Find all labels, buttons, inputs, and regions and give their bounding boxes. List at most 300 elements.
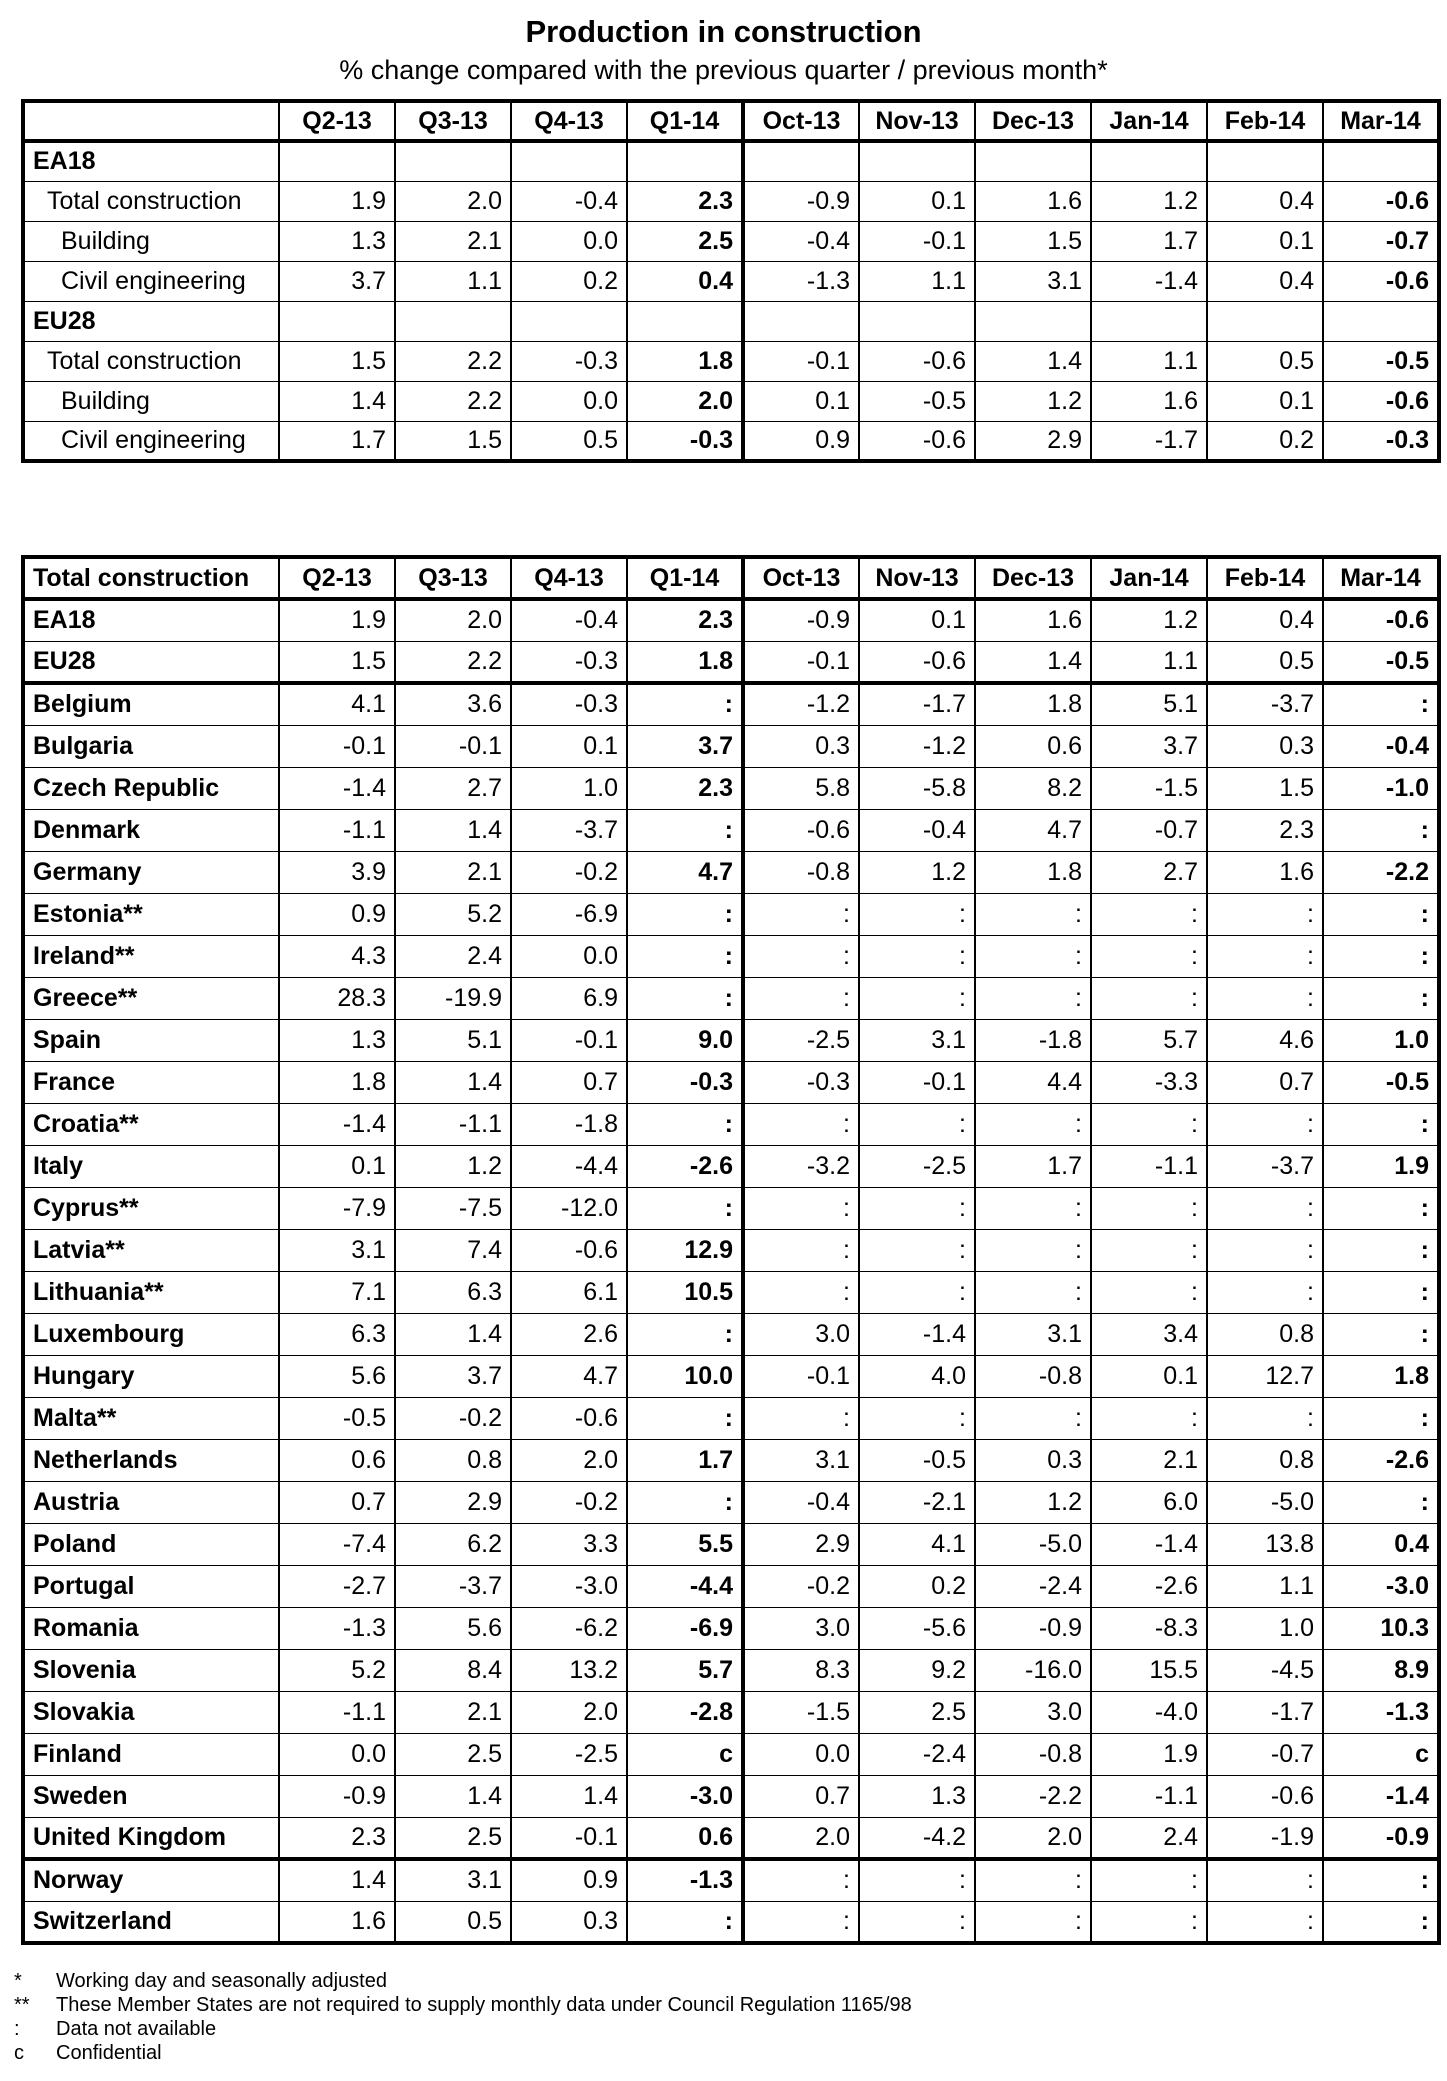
row-label: Spain [23, 1019, 279, 1061]
table-row [23, 977, 1439, 1019]
table-cell: 1.8 [1323, 1355, 1439, 1397]
table-cell: -5.6 [859, 1607, 975, 1649]
column-header: Q4-13 [511, 557, 627, 599]
column-header: Feb-14 [1207, 101, 1323, 141]
table-cell: 12.7 [1207, 1355, 1323, 1397]
column-header: Oct-13 [743, 101, 859, 141]
table-cell: -5.8 [859, 767, 975, 809]
row-label: Hungary [23, 1355, 279, 1397]
table-cell: 5.2 [279, 1649, 395, 1691]
table-cell: : [627, 935, 743, 977]
table-cell: -0.6 [1323, 599, 1439, 641]
table-cell: -0.8 [743, 851, 859, 893]
table-cell: 4.0 [859, 1355, 975, 1397]
table-row [23, 381, 1439, 421]
table-cell: 1.4 [395, 1313, 511, 1355]
table-cell: 3.0 [743, 1607, 859, 1649]
table-cell: 1.2 [1091, 181, 1207, 221]
row-label: Czech Republic [23, 767, 279, 809]
table-cell: -0.2 [511, 851, 627, 893]
table-cell: 0.6 [975, 725, 1091, 767]
row-label: Slovakia [23, 1691, 279, 1733]
table-cell: : [975, 1859, 1091, 1901]
table-cell: 1.2 [1091, 599, 1207, 641]
row-label: Switzerland [23, 1901, 279, 1943]
table-cell: -0.7 [1323, 221, 1439, 261]
table-cell: : [1323, 683, 1439, 725]
table-cell: 5.1 [395, 1019, 511, 1061]
table-cell: 5.7 [627, 1649, 743, 1691]
table-cell: 1.4 [395, 1061, 511, 1103]
table-cell: : [627, 1481, 743, 1523]
row-label: Portugal [23, 1565, 279, 1607]
table-cell: -0.6 [743, 809, 859, 851]
row-label: Greece** [23, 977, 279, 1019]
table-cell: 0.1 [511, 725, 627, 767]
table-cell: 1.4 [279, 381, 395, 421]
table-cell: 3.3 [511, 1523, 627, 1565]
table-cell: -0.4 [743, 1481, 859, 1523]
table-cell: 1.5 [279, 341, 395, 381]
table-row [23, 421, 1439, 461]
table-cell: 8.9 [1323, 1649, 1439, 1691]
table-cell: 1.0 [1207, 1607, 1323, 1649]
table-cell: -2.5 [743, 1019, 859, 1061]
table-cell: 9.0 [627, 1019, 743, 1061]
table-cell: -1.1 [1091, 1145, 1207, 1187]
column-header: Jan-14 [1091, 557, 1207, 599]
row-label: Cyprus** [23, 1187, 279, 1229]
table-cell: 2.0 [627, 381, 743, 421]
table-cell: 1.1 [395, 261, 511, 301]
table-cell: 2.1 [1091, 1439, 1207, 1481]
table-cell: 28.3 [279, 977, 395, 1019]
table-cell: 1.8 [975, 851, 1091, 893]
table-cell: -1.5 [1091, 767, 1207, 809]
table-cell: : [859, 935, 975, 977]
table-cell: 5.6 [279, 1355, 395, 1397]
table-cell: 0.8 [395, 1439, 511, 1481]
table-cell [975, 141, 1091, 181]
country-table [21, 555, 1441, 1945]
table-cell: 3.7 [279, 261, 395, 301]
table-cell: -0.6 [859, 421, 975, 461]
table-cell: : [1207, 1859, 1323, 1901]
table-row [23, 1607, 1439, 1649]
table-cell: : [627, 1901, 743, 1943]
table-cell: : [743, 1901, 859, 1943]
table-cell: -0.1 [743, 341, 859, 381]
table-cell: 10.5 [627, 1271, 743, 1313]
table-cell: 1.7 [1091, 221, 1207, 261]
table-cell: -1.3 [279, 1607, 395, 1649]
footnote-symbol: ** [14, 1994, 30, 2016]
table-cell: 1.4 [975, 641, 1091, 683]
table-cell: -0.6 [1207, 1775, 1323, 1817]
table-cell: 1.8 [975, 683, 1091, 725]
table-cell: 2.0 [975, 1817, 1091, 1859]
table-cell: 4.1 [279, 683, 395, 725]
table-cell: 0.0 [511, 381, 627, 421]
table-cell: 2.3 [279, 1817, 395, 1859]
table-cell: 1.4 [279, 1859, 395, 1901]
column-header: Jan-14 [1091, 101, 1207, 141]
table-cell: -0.4 [511, 599, 627, 641]
table-cell: 3.0 [975, 1691, 1091, 1733]
table-cell: : [1091, 1397, 1207, 1439]
table-cell: : [627, 1397, 743, 1439]
table-cell: -2.6 [1323, 1439, 1439, 1481]
table-cell: c [627, 1733, 743, 1775]
table-cell: 4.6 [1207, 1019, 1323, 1061]
table-cell: 1.4 [975, 341, 1091, 381]
table-cell: 0.6 [627, 1817, 743, 1859]
table-cell: 6.9 [511, 977, 627, 1019]
table-cell: 1.6 [1207, 851, 1323, 893]
table-row [23, 1355, 1439, 1397]
table-cell: 0.0 [511, 935, 627, 977]
table-cell: 2.5 [395, 1817, 511, 1859]
row-label: Germany [23, 851, 279, 893]
table-cell: -3.7 [1207, 1145, 1323, 1187]
table-cell: 0.2 [511, 261, 627, 301]
table-cell: 0.5 [1207, 641, 1323, 683]
table-row [23, 1481, 1439, 1523]
table-cell: 3.1 [975, 261, 1091, 301]
table-cell: : [1207, 1271, 1323, 1313]
table-row [23, 1691, 1439, 1733]
table-cell: 3.6 [395, 683, 511, 725]
table-cell [1323, 301, 1439, 341]
column-header: Feb-14 [1207, 557, 1323, 599]
table-cell: -2.7 [279, 1565, 395, 1607]
table-cell: 2.1 [395, 851, 511, 893]
table-cell: 5.8 [743, 767, 859, 809]
table-cell: : [743, 1187, 859, 1229]
row-label: Malta** [23, 1397, 279, 1439]
table-cell: 2.0 [395, 599, 511, 641]
table-cell: : [1323, 977, 1439, 1019]
table-cell: 3.7 [1091, 725, 1207, 767]
table-cell: -0.1 [743, 1355, 859, 1397]
table-cell: 1.6 [279, 1901, 395, 1943]
table-cell: -0.1 [859, 221, 975, 261]
table-cell: -0.6 [859, 341, 975, 381]
table-cell: 1.2 [395, 1145, 511, 1187]
table-cell: : [1323, 1901, 1439, 1943]
table-cell [859, 141, 975, 181]
table-row [23, 767, 1439, 809]
table-row [23, 1439, 1439, 1481]
table-cell: -0.3 [511, 683, 627, 725]
table-cell [1323, 141, 1439, 181]
table-cell: 2.9 [975, 421, 1091, 461]
table-cell: 3.7 [395, 1355, 511, 1397]
row-label: Building [23, 381, 279, 421]
table-cell: -1.4 [279, 767, 395, 809]
table-cell: -2.5 [859, 1145, 975, 1187]
table-cell: 0.6 [279, 1439, 395, 1481]
table-cell: 2.4 [1091, 1817, 1207, 1859]
table-row [23, 1229, 1439, 1271]
table-row [23, 1271, 1439, 1313]
header-row [23, 557, 1439, 599]
table-cell: : [1207, 1397, 1323, 1439]
table-cell: -0.5 [859, 381, 975, 421]
table-cell: 1.6 [1091, 381, 1207, 421]
table-cell: : [1323, 1103, 1439, 1145]
row-label: Latvia** [23, 1229, 279, 1271]
table-row [23, 221, 1439, 261]
table-cell: -0.3 [627, 421, 743, 461]
table-cell: -0.9 [975, 1607, 1091, 1649]
table-cell: : [1207, 1901, 1323, 1943]
table-cell: -0.9 [279, 1775, 395, 1817]
row-label: Belgium [23, 683, 279, 725]
table-cell: : [975, 1229, 1091, 1271]
table-cell: 3.1 [395, 1859, 511, 1901]
table-cell: 1.3 [279, 1019, 395, 1061]
column-header: Q2-13 [279, 101, 395, 141]
table-cell: -0.7 [1207, 1733, 1323, 1775]
table-cell: 1.5 [1207, 767, 1323, 809]
row-label: Estonia** [23, 893, 279, 935]
table-cell: 0.9 [279, 893, 395, 935]
table-cell: -7.4 [279, 1523, 395, 1565]
table-cell: : [1323, 1397, 1439, 1439]
row-label: Civil engineering [23, 421, 279, 461]
table-cell: 0.0 [511, 221, 627, 261]
table-cell: 3.4 [1091, 1313, 1207, 1355]
table-cell: 13.8 [1207, 1523, 1323, 1565]
table-cell: -0.6 [1323, 261, 1439, 301]
table-row [23, 599, 1439, 641]
table-cell: -0.9 [1323, 1817, 1439, 1859]
table-cell: -0.6 [1323, 381, 1439, 421]
table-cell: 2.3 [1207, 809, 1323, 851]
table-cell [279, 141, 395, 181]
column-header: Q3-13 [395, 557, 511, 599]
table-cell: -1.4 [279, 1103, 395, 1145]
table-cell: 3.1 [743, 1439, 859, 1481]
table-cell: 7.4 [395, 1229, 511, 1271]
table-cell: : [1091, 893, 1207, 935]
table-cell: 1.5 [395, 421, 511, 461]
page-title: Production in construction [525, 14, 922, 49]
footnote-symbol: : [14, 2018, 20, 2040]
table-cell: -2.6 [1091, 1565, 1207, 1607]
table-cell: 0.3 [975, 1439, 1091, 1481]
row-label: Italy [23, 1145, 279, 1187]
table-cell: 0.4 [1207, 599, 1323, 641]
table-cell: 5.1 [1091, 683, 1207, 725]
table-row [23, 1061, 1439, 1103]
footnote [14, 1993, 912, 2017]
table-cell: 3.0 [743, 1313, 859, 1355]
table-cell: : [743, 1271, 859, 1313]
table-cell: 0.7 [1207, 1061, 1323, 1103]
table-cell: -0.3 [511, 641, 627, 683]
footnote-symbol: * [14, 1970, 22, 1992]
table-cell: -1.1 [279, 809, 395, 851]
table-cell [1207, 141, 1323, 181]
table-cell: : [627, 977, 743, 1019]
table-cell: 1.1 [1091, 341, 1207, 381]
row-label: Total construction [23, 181, 279, 221]
table-cell: -1.4 [859, 1313, 975, 1355]
table-cell [279, 301, 395, 341]
table-cell: 1.8 [627, 641, 743, 683]
table-cell [395, 301, 511, 341]
column-header: Q1-14 [627, 557, 743, 599]
table-cell: : [859, 1901, 975, 1943]
table-cell: 3.7 [627, 725, 743, 767]
table-cell: -0.9 [743, 181, 859, 221]
table-cell: 0.9 [511, 1859, 627, 1901]
section-label: EA18 [23, 141, 279, 181]
row-label: Civil engineering [23, 261, 279, 301]
row-label: Sweden [23, 1775, 279, 1817]
table-cell: 2.5 [859, 1691, 975, 1733]
table-cell: : [859, 1859, 975, 1901]
table-row [23, 261, 1439, 301]
table-cell: 1.7 [279, 421, 395, 461]
table-cell: 0.4 [1323, 1523, 1439, 1565]
table-cell: 1.9 [1091, 1733, 1207, 1775]
table-cell: 8.2 [975, 767, 1091, 809]
table-cell: 6.3 [279, 1313, 395, 1355]
table-cell: -1.8 [511, 1103, 627, 1145]
table-row [23, 1859, 1439, 1901]
table-cell: -0.3 [743, 1061, 859, 1103]
table-cell: -4.2 [859, 1817, 975, 1859]
table-cell: -0.3 [627, 1061, 743, 1103]
table-cell: : [1207, 1103, 1323, 1145]
footnotes [14, 1969, 912, 2065]
row-label: Total construction [23, 341, 279, 381]
table-cell: 1.0 [1323, 1019, 1439, 1061]
table-cell: 2.3 [627, 599, 743, 641]
table-cell: 7.1 [279, 1271, 395, 1313]
table-cell: : [859, 1187, 975, 1229]
table-cell: 2.7 [1091, 851, 1207, 893]
table-cell: 2.6 [511, 1313, 627, 1355]
table-cell: : [975, 1901, 1091, 1943]
table-cell: : [859, 1271, 975, 1313]
table-cell: -0.4 [743, 221, 859, 261]
table-cell: 1.1 [859, 261, 975, 301]
row-label: Luxembourg [23, 1313, 279, 1355]
table-cell: 2.5 [627, 221, 743, 261]
table-cell: -3.0 [627, 1775, 743, 1817]
table-cell: : [975, 977, 1091, 1019]
table-cell: -3.7 [395, 1565, 511, 1607]
table-cell: -4.4 [627, 1565, 743, 1607]
table-cell: : [743, 1103, 859, 1145]
table-cell: : [1207, 1229, 1323, 1271]
table-cell [395, 141, 511, 181]
table-cell: : [1091, 1187, 1207, 1229]
table-cell: 0.3 [511, 1901, 627, 1943]
table-cell: 6.2 [395, 1523, 511, 1565]
row-label: Poland [23, 1523, 279, 1565]
column-header: Q4-13 [511, 101, 627, 141]
column-header: Q1-14 [627, 101, 743, 141]
table-cell: -0.9 [743, 599, 859, 641]
column-header: Dec-13 [975, 101, 1091, 141]
table-cell: -0.4 [859, 809, 975, 851]
table-cell: -0.1 [743, 641, 859, 683]
table-cell: -2.2 [1323, 851, 1439, 893]
table-cell: : [743, 1859, 859, 1901]
row-label: France [23, 1061, 279, 1103]
table-cell: 2.4 [395, 935, 511, 977]
table-cell: -1.9 [1207, 1817, 1323, 1859]
table-cell: -1.4 [1091, 1523, 1207, 1565]
table-row [23, 851, 1439, 893]
table-cell: -19.9 [395, 977, 511, 1019]
table-cell: : [1323, 935, 1439, 977]
table-cell: 0.0 [743, 1733, 859, 1775]
table-cell: -3.0 [511, 1565, 627, 1607]
table-cell: 12.9 [627, 1229, 743, 1271]
table-cell: 2.2 [395, 381, 511, 421]
section-label: EU28 [23, 301, 279, 341]
table-cell: 2.2 [395, 641, 511, 683]
table-cell: -2.2 [975, 1775, 1091, 1817]
table-cell: : [1091, 977, 1207, 1019]
table-cell: : [975, 1103, 1091, 1145]
row-label: Lithuania** [23, 1271, 279, 1313]
table-cell: -1.7 [1091, 421, 1207, 461]
table-cell: 0.5 [1207, 341, 1323, 381]
table-cell: 9.2 [859, 1649, 975, 1691]
table-cell: -1.1 [1091, 1775, 1207, 1817]
table-cell: : [1323, 1313, 1439, 1355]
table-cell [975, 301, 1091, 341]
table-cell: -0.6 [511, 1397, 627, 1439]
table-cell: 6.1 [511, 1271, 627, 1313]
footnote-text: Confidential [56, 2042, 162, 2064]
footnote-text: Data not available [56, 2018, 217, 2040]
table-cell: 0.4 [627, 261, 743, 301]
table-cell: -1.1 [279, 1691, 395, 1733]
table-cell: -1.3 [1323, 1691, 1439, 1733]
table-cell: 3.1 [859, 1019, 975, 1061]
table-cell [627, 301, 743, 341]
table-cell: -2.1 [859, 1481, 975, 1523]
table-cell: : [859, 977, 975, 1019]
table-cell: : [859, 1103, 975, 1145]
table-cell [511, 141, 627, 181]
table-cell [743, 301, 859, 341]
table-cell: 1.3 [859, 1775, 975, 1817]
table-cell: -0.1 [395, 725, 511, 767]
table-cell: 0.1 [859, 181, 975, 221]
table-cell: : [859, 1229, 975, 1271]
table-cell: 1.1 [1091, 641, 1207, 683]
row-label: Building [23, 221, 279, 261]
footnote [14, 2041, 912, 2065]
table-cell: 2.0 [743, 1817, 859, 1859]
table-row [23, 1313, 1439, 1355]
table-cell: -0.5 [279, 1397, 395, 1439]
table-cell: -16.0 [975, 1649, 1091, 1691]
table-cell: 1.5 [975, 221, 1091, 261]
table-cell: 10.3 [1323, 1607, 1439, 1649]
table-row [23, 181, 1439, 221]
table-cell [627, 141, 743, 181]
